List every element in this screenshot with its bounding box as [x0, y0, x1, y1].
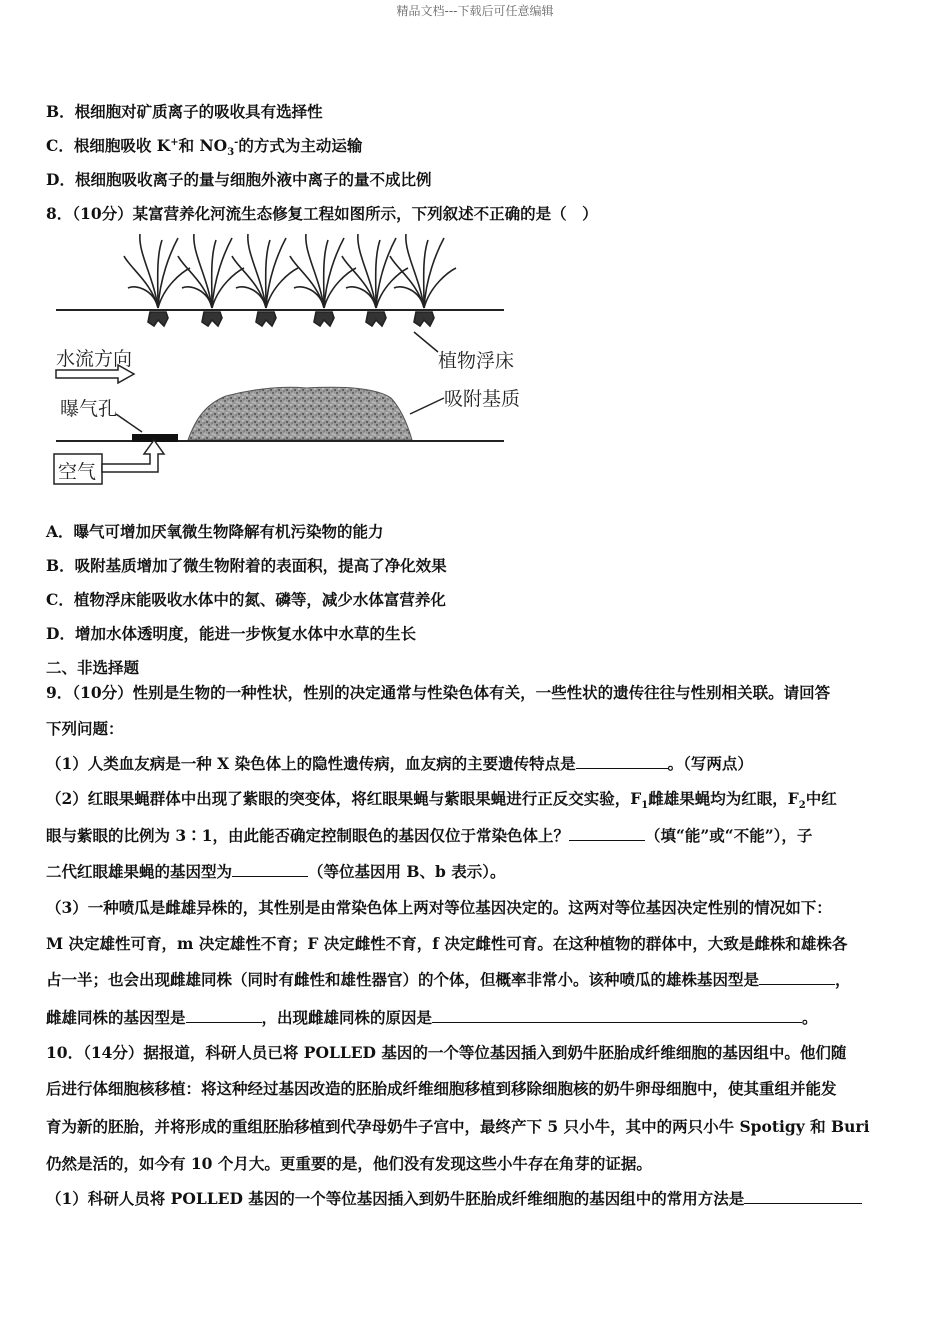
- q9-part-3-text-c: 占一半；也会出现雌雄同株（同时有雌性和雄性器官）的个体，但概率非常小。该种喷瓜的雄株基因型是: [46, 970, 760, 989]
- answer-blank[interactable]: [576, 754, 668, 769]
- q9-part-3-line-1: （3）一种喷瓜是雌雄异株的，其性别是由常染色体上两对等位基因决定的。这两对等位基因决定性别的情况如下：: [46, 898, 832, 917]
- q8-stem: 8．（10分）某富营养化河流生态修复工程如图所示，下列叙述不正确的是（ ）: [46, 204, 598, 223]
- q9-part-2-text-c: 中红: [805, 789, 837, 808]
- q7-option-c-and: 和 NO: [178, 136, 228, 155]
- label-substrate: 吸附基质: [444, 388, 521, 410]
- q9-part-3-text-e: ，出现雌雄同株的原因是: [261, 1008, 433, 1027]
- air-pipe-arrow-icon: [102, 440, 164, 472]
- answer-blank[interactable]: [569, 826, 645, 841]
- q9-part-2-line-1: [46, 789, 837, 812]
- label-aerator: 曝气孔: [60, 398, 118, 420]
- q7-option-c-rest: 的方式为主动运输: [238, 136, 363, 155]
- q9-part-1-text: （1）人类血友病是一种 X 染色体上的隐性遗传病，血友病的主要遗传特点是: [46, 754, 576, 773]
- label-air: 空气: [58, 461, 97, 483]
- answer-blank[interactable]: [232, 862, 308, 877]
- no3-charge: -: [234, 136, 239, 148]
- no3-subscript: 3: [227, 147, 235, 159]
- q9-part-2-text-d: 眼与紫眼的比例为 3∶1，由此能否确定控制眼色的基因仅位于常染色体上？: [46, 826, 569, 845]
- section-heading: 二、非选择题: [46, 658, 140, 677]
- q9-part-3-text-c-end: ，: [835, 970, 851, 989]
- q9-part-2-line-2: [46, 826, 812, 846]
- plant-icons: [124, 234, 456, 326]
- q10-line-1: 10．（14分）据报道，科研人员已将 POLLED 基因的一个等位基因插入到奶牛胚胎成纤维细胞的基因组中。他们随: [46, 1043, 847, 1062]
- f1-subscript: 1: [641, 800, 649, 812]
- q7-option-b: B．根细胞对矿质离子的吸收具有选择性: [46, 102, 323, 121]
- q9-part-1: [46, 754, 753, 774]
- answer-blank[interactable]: [186, 1008, 262, 1023]
- q9-part-3-text-d: 雌雄同株的基因型是: [46, 1008, 186, 1027]
- q9-part-1-end: 。（写两点）: [667, 754, 753, 773]
- q10-line-3: 育为新的胚胎，并将形成的重组胚胎移植到代孕母奶牛子宫中，最终产下 5 只小牛，其中的两只小牛 Spotigy 和 Buri: [46, 1117, 870, 1136]
- label-plant-bed: 植物浮床: [438, 350, 515, 372]
- answer-blank[interactable]: [432, 1008, 802, 1023]
- q7-option-c-text: C．根细胞吸收 K: [46, 136, 171, 155]
- answer-blank[interactable]: [759, 970, 835, 985]
- q7-option-d: D．根细胞吸收离子的量与细胞外液中离子的量不成比例: [46, 170, 432, 189]
- q8-option-a: A．曝气可增加厌氧微生物降解有机污染物的能力: [46, 522, 384, 541]
- q9-part-3-line-2: M 决定雄性可育，m 决定雄性不育；F 决定雌性不育，f 决定雌性可育。在这种植物的群体中，大致是雌株和雄株各: [46, 934, 848, 953]
- q10-line-2: 后进行体细胞核移植：将这种经过基因改造的胚胎成纤维细胞移植到移除细胞核的奶牛卵母细胞中，使其重组并能发: [46, 1079, 837, 1098]
- answer-blank[interactable]: [744, 1189, 862, 1204]
- q9-part-2-text-e: （填“能”或“不能”），子: [644, 826, 813, 845]
- q9-part-2-text-f: 二代红眼雄果蝇的基因型为: [46, 862, 233, 881]
- q9-part-3-line-3: [46, 970, 851, 990]
- q9-part-2-text-g: （等位基因用 B、b 表示）。: [308, 862, 506, 881]
- q7-option-c: [46, 136, 363, 159]
- q10-part-1-text: （1）科研人员将 POLLED 基因的一个等位基因插入到奶牛胚胎成纤维细胞的基因组中的常用方法是: [46, 1189, 745, 1208]
- q9-part-3-line-4: [46, 1008, 818, 1028]
- page-header: 精品文档---下载后可任意编辑: [396, 4, 554, 18]
- q8-option-c: C．植物浮床能吸收水体中的氮、磷等，减少水体富营养化: [46, 590, 446, 609]
- q9-part-2-text-a: （2）红眼果蝇群体中出现了紫眼的突变体，将红眼果蝇与紫眼果蝇进行正反交实验，F: [46, 789, 642, 808]
- q10-part-1: [46, 1189, 862, 1209]
- label-water-flow: 水流方向: [56, 348, 133, 370]
- f2-subscript: 2: [798, 800, 806, 812]
- q9-part-2-text-b: 雌雄果蝇均为红眼，F: [648, 789, 799, 808]
- k-charge: +: [170, 136, 179, 148]
- river-restoration-diagram: [46, 228, 521, 490]
- q9-part-3-text-f: 。: [802, 1008, 818, 1027]
- q9-line-1: 9．（10分）性别是生物的一种性状，性别的决定通常与性染色体有关，一些性状的遗传往往与性别相关联。请回答: [46, 683, 831, 702]
- q9-part-2-line-3: [46, 862, 506, 882]
- q8-option-b: B．吸附基质增加了微生物附着的表面积，提高了净化效果: [46, 556, 447, 575]
- q8-option-d: D．增加水体透明度，能进一步恢复水体中水草的生长: [46, 624, 416, 643]
- q9-line-2: 下列问题：: [46, 719, 124, 738]
- q10-line-4: 仍然是活的，如今有 10 个月大。更重要的是，他们没有发现这些小牛存在角芽的证据。: [46, 1154, 652, 1173]
